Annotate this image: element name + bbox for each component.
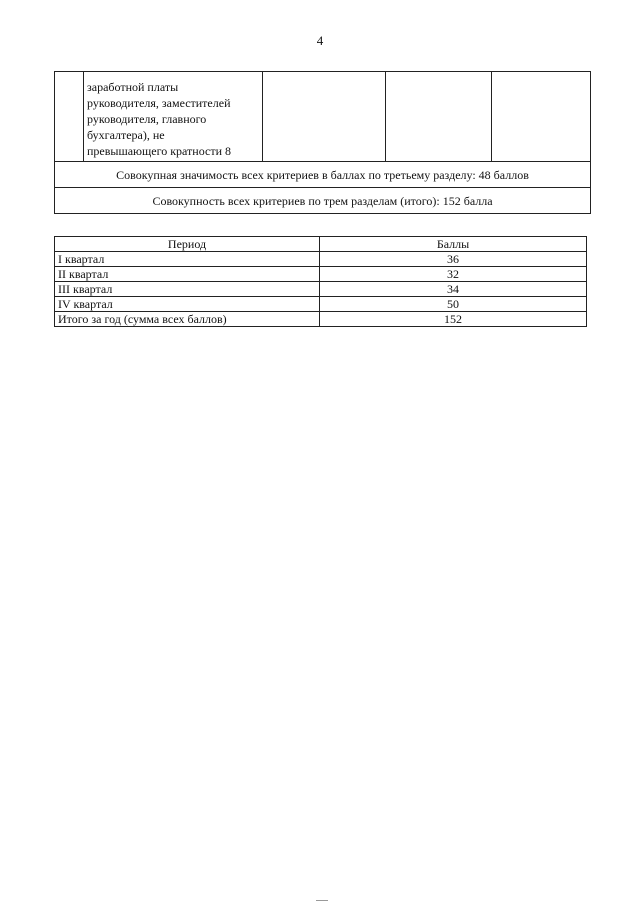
criteria-empty-cell [492,72,591,162]
criteria-description-line: заработной платы [87,80,179,94]
criteria-table [54,71,591,214]
grand-total-text: Совокупность всех критериев по трем разделам (итого): 152 балла [55,188,591,214]
quarters-table [54,236,587,327]
criteria-row [55,72,591,162]
quarters-header-row [55,237,587,252]
criteria-description-line: руководителя, заместителей [87,96,231,110]
period-cell: I квартал [55,252,320,267]
table-row [55,267,587,282]
section-total-text: Совокупная значимость всех критериев в баллах по третьему разделу: 48 баллов [55,162,591,188]
score-cell: 36 [320,252,587,267]
period-cell: II квартал [55,267,320,282]
criteria-description-line: руководителя, главного [87,112,207,126]
period-cell: III квартал [55,282,320,297]
criteria-number-cell [55,72,84,162]
period-cell: Итого за год (сумма всех баллов) [55,312,320,327]
grand-total-row [55,188,591,214]
table-row [55,297,587,312]
score-cell: 152 [320,312,587,327]
criteria-description-line: бухгалтера), не [87,128,165,142]
header-period: Период [55,237,320,252]
score-cell: 34 [320,282,587,297]
criteria-empty-cell [386,72,492,162]
criteria-description-line: превышающего кратности 8 [87,144,231,158]
criteria-description-cell [84,72,263,162]
total-row [55,312,587,327]
header-score: Баллы [320,237,587,252]
period-cell: IV квартал [55,297,320,312]
score-cell: 32 [320,267,587,282]
score-cell: 50 [320,297,587,312]
page-number: 4 [316,33,324,48]
table-row [55,282,587,297]
table-row [55,252,587,267]
section-total-row [55,162,591,188]
criteria-empty-cell [263,72,386,162]
scan-mark [316,900,328,901]
